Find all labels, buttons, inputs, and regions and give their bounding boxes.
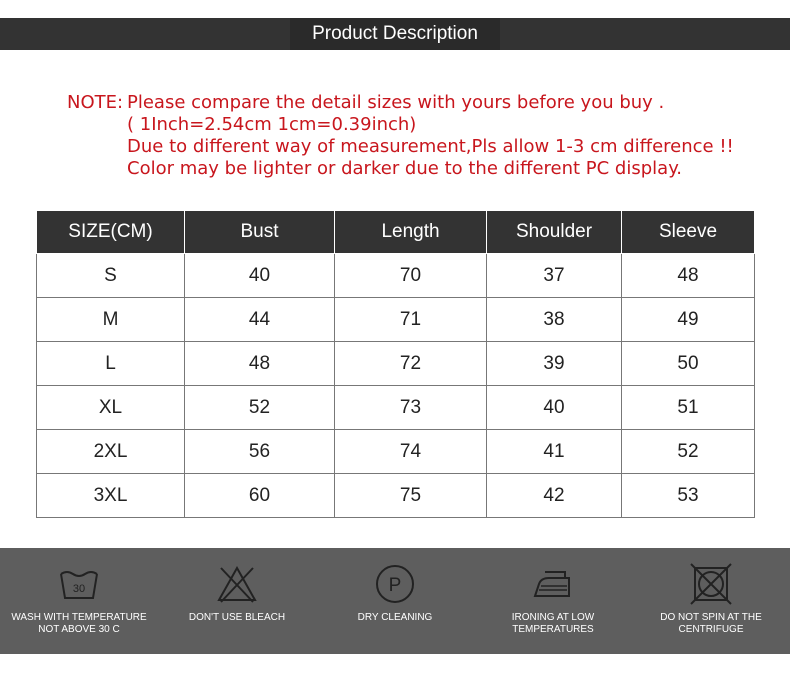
cell-bust: 52	[185, 386, 335, 430]
cell-shoulder: 38	[487, 298, 622, 342]
cell-length: 73	[335, 386, 487, 430]
wash-temperature-text: 30	[72, 583, 86, 595]
cell-sleeve: 52	[622, 430, 755, 474]
note-line-1	[67, 92, 734, 114]
cell-bust: 44	[185, 298, 335, 342]
note-text: Please compare the detail sizes with yours before you buy .	[127, 92, 665, 113]
care-item-wash	[0, 548, 158, 654]
size-note	[67, 92, 734, 180]
care-label-iron: IRONING AT LOW TEMPERATURES	[511, 612, 595, 635]
dry-cleaning-icon	[373, 562, 417, 606]
table-row	[37, 430, 755, 474]
cell-length: 71	[335, 298, 487, 342]
cell-bust: 56	[185, 430, 335, 474]
cell-length: 72	[335, 342, 487, 386]
no-tumble-dry-icon	[689, 562, 733, 606]
cell-shoulder: 39	[487, 342, 622, 386]
cell-size: 2XL	[37, 430, 185, 474]
cell-shoulder: 41	[487, 430, 622, 474]
note-line-3: Due to different way of measurement,Pls allow 1-3 cm difference !!	[127, 136, 734, 157]
column-header-sleeve: Sleeve	[622, 211, 755, 254]
iron-low-icon	[531, 562, 575, 606]
cell-shoulder: 42	[487, 474, 622, 518]
table-body	[37, 254, 755, 518]
cell-length: 75	[335, 474, 487, 518]
care-label-dry-clean: DRY CLEANING	[357, 612, 433, 623]
size-chart-table	[36, 210, 755, 518]
care-item-iron	[474, 548, 632, 654]
cell-length: 70	[335, 254, 487, 298]
table-header-row	[37, 211, 755, 254]
cell-sleeve: 53	[622, 474, 755, 518]
cell-shoulder: 40	[487, 386, 622, 430]
column-header-bust: Bust	[185, 211, 335, 254]
section-title: Product Description	[290, 18, 500, 50]
note-line-2: ( 1Inch=2.54cm 1cm=0.39inch)	[127, 114, 417, 135]
care-item-spin	[632, 548, 790, 654]
table-row	[37, 254, 755, 298]
cell-size: S	[37, 254, 185, 298]
wash-30-icon	[57, 562, 101, 606]
table-row	[37, 342, 755, 386]
cell-bust: 40	[185, 254, 335, 298]
cell-sleeve: 49	[622, 298, 755, 342]
section-header	[0, 18, 790, 50]
column-header-length: Length	[335, 211, 487, 254]
cell-sleeve: 51	[622, 386, 755, 430]
care-item-bleach	[158, 548, 316, 654]
cell-length: 74	[335, 430, 487, 474]
cell-size: 3XL	[37, 474, 185, 518]
note-label: NOTE:	[67, 92, 124, 113]
cell-sleeve: 50	[622, 342, 755, 386]
care-item-dry-clean	[316, 548, 474, 654]
care-label-bleach: DON'T USE BLEACH	[188, 612, 286, 623]
table-row	[37, 298, 755, 342]
care-instructions-bar	[0, 548, 790, 654]
cell-bust: 48	[185, 342, 335, 386]
column-header-shoulder: Shoulder	[487, 211, 622, 254]
cell-sleeve: 48	[622, 254, 755, 298]
table-row	[37, 474, 755, 518]
cell-size: XL	[37, 386, 185, 430]
note-line-4: Color may be lighter or darker due to the different PC display.	[127, 158, 683, 179]
no-bleach-icon	[215, 562, 259, 606]
dry-clean-letter: P	[388, 575, 402, 596]
column-header-size: SIZE(CM)	[37, 211, 185, 254]
care-label-wash: WASH WITH TEMPERATURE NOT ABOVE 30 C	[11, 612, 147, 635]
cell-bust: 60	[185, 474, 335, 518]
table-row	[37, 386, 755, 430]
care-label-spin: DO NOT SPIN AT THE CENTRIFUGE	[660, 612, 762, 635]
cell-shoulder: 37	[487, 254, 622, 298]
cell-size: L	[37, 342, 185, 386]
cell-size: M	[37, 298, 185, 342]
